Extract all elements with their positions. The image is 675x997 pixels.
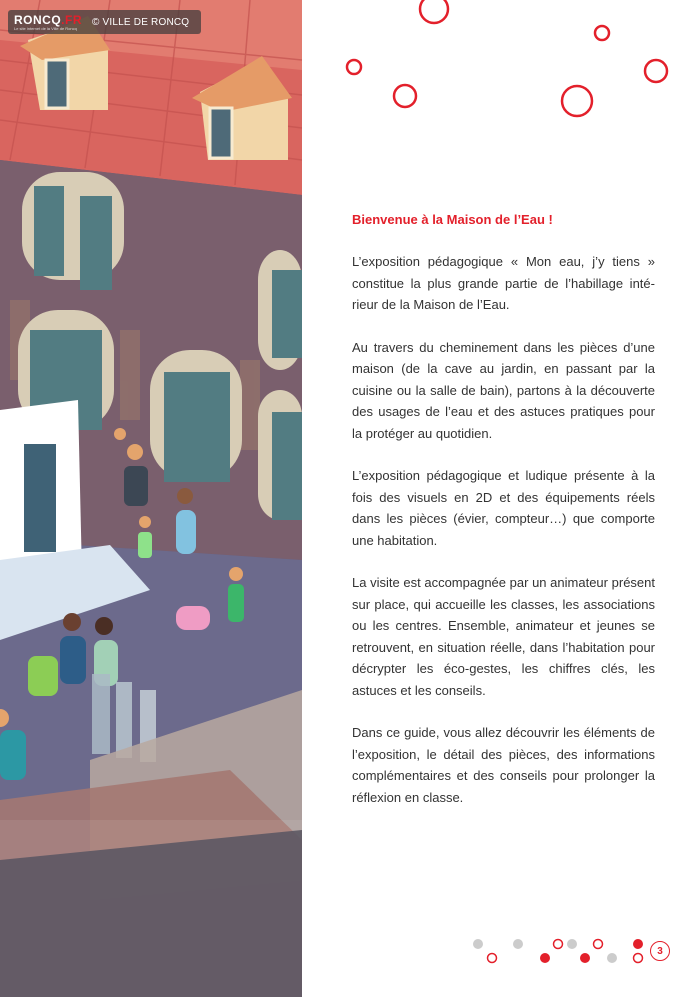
article-title: Bienvenue à la Maison de l’Eau ! xyxy=(352,212,553,227)
town-illustration xyxy=(0,0,302,997)
paragraph-intro: L’exposition pédagogique « Mon eau, j’y tiens » constitue la plus grande partie de l’habillage intérieur de la Maison de l’Eau. xyxy=(352,254,655,312)
article-body xyxy=(352,212,655,829)
page-number: 3 xyxy=(657,945,663,957)
page-number-badge xyxy=(650,941,670,961)
paragraph-visuals: L’exposition pédagogique et ludique présente à la fois des visuels en 2D et des équipements réels dans les pièces (évier, compteur…) que comporte une habitation. xyxy=(352,468,655,548)
logo-tagline: Le site internet de la Ville de Roncq xyxy=(14,25,77,31)
paragraph-route: Au travers du cheminement dans les pièces d’une maison (de la cave au jardin, en passant par la cuisine ou la salle de bain), partons à la découverte des usages de l’eau et des astuces pratiques pour la protéger au quotidien. xyxy=(352,339,655,441)
logo-wordmark: RONCQ xyxy=(14,12,62,27)
paragraph-guide-content: Dans ce guide, vous allez découvrir les éléments de l’exposition, le détail des pièces, des informations complémentaires et des conseils pour prolonger la réflexion en classe. xyxy=(352,725,655,805)
pagination-dots xyxy=(473,939,643,963)
copyright-text: © VILLE DE RONCQ xyxy=(92,16,190,28)
logo-suffix: .FR xyxy=(61,12,83,27)
photo-credit-bar xyxy=(8,10,201,34)
paragraph-guide-host: La visite est accompagnée par un animateur présent sur place, qui accueille les classes, les associations ou les centres. Ensemble, animateur et jeunes se retrouvent, en situation réelle, dans l’habitation pour décrypter les éco-gestes, les chiffres clés, les astuces et les conseils. xyxy=(352,575,655,698)
roncq-logo xyxy=(14,14,82,31)
